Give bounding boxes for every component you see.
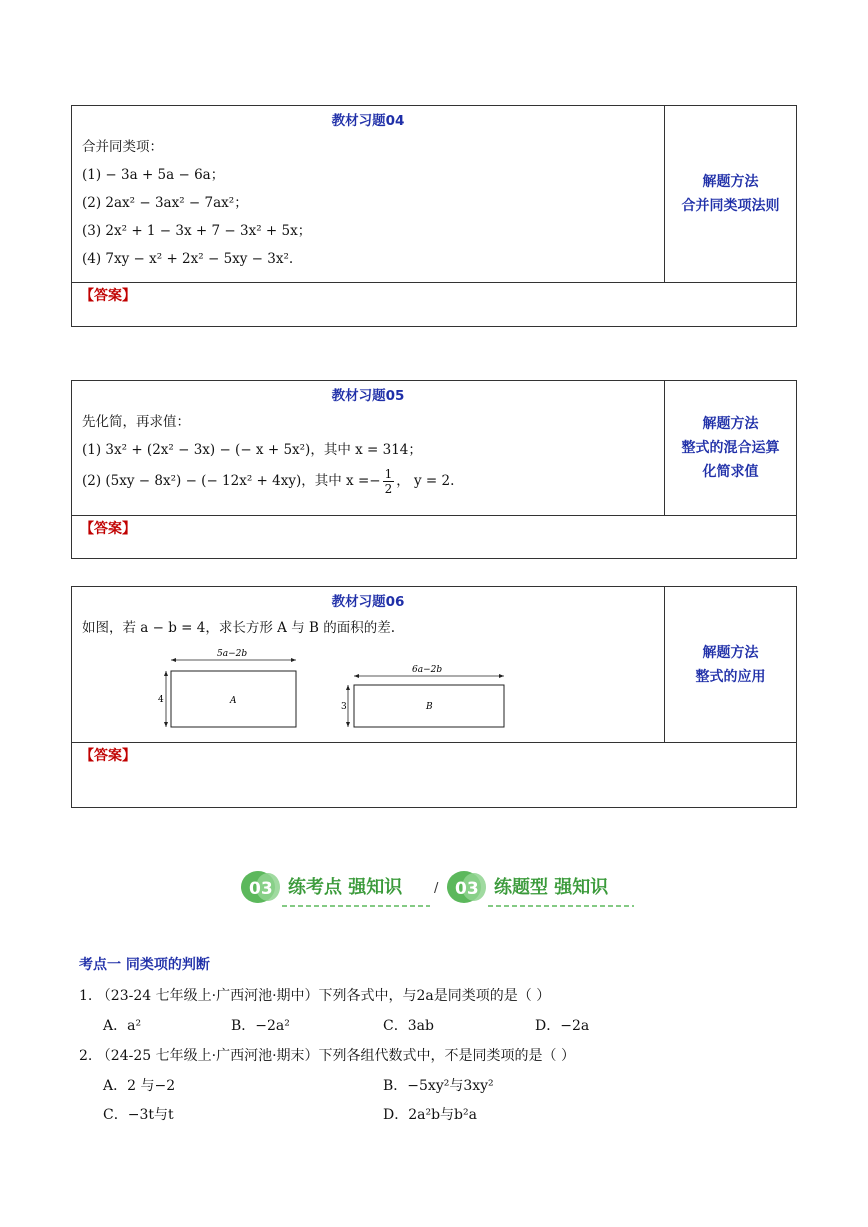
item-2-prefix: (2) (5xy − 8x²) − (− 12x² + 4xy)，其中 x =− bbox=[82, 473, 381, 489]
rect-a-top-label: 5a−2b bbox=[217, 649, 248, 659]
exercise-title: 教材习题04 bbox=[331, 113, 405, 129]
banner-separator: / bbox=[434, 881, 439, 896]
rect-b-label: B bbox=[426, 702, 433, 712]
q2-option-b: B．−5xy²与3xy² bbox=[383, 1078, 494, 1094]
exercise-box-04 bbox=[71, 105, 797, 327]
banner-right-text: 练题型 强知识 bbox=[494, 877, 609, 898]
rect-a-side-label: 4 bbox=[158, 695, 164, 705]
rect-a-label: A bbox=[230, 696, 237, 706]
exercise-title: 教材习题06 bbox=[331, 594, 405, 610]
method-panel bbox=[665, 381, 796, 515]
exercise-item-4: (4) 7xy − x² + 2x² − 5xy − 3x². bbox=[82, 251, 294, 267]
fraction-numerator: 1 bbox=[384, 467, 393, 481]
banner-right bbox=[447, 871, 634, 906]
answer-label: 【答案】 bbox=[80, 521, 136, 537]
exercise-item-3: (3) 2x² + 1 − 3x + 7 − 3x² + 5x； bbox=[82, 223, 312, 239]
exercise-item-1: (1) − 3a + 5a − 6a； bbox=[82, 167, 225, 183]
q2-option-a: A．2 与−2 bbox=[103, 1078, 176, 1094]
q1-option-c: C．3ab bbox=[383, 1018, 434, 1034]
rectangles-figure bbox=[82, 644, 522, 734]
section-banner bbox=[238, 864, 638, 914]
rectangle-a bbox=[158, 649, 296, 727]
method-label: 解题方法 bbox=[702, 416, 759, 432]
rect-b-side-label: 3 bbox=[341, 702, 347, 712]
answer-label: 【答案】 bbox=[80, 748, 136, 764]
method-text-line-1: 整式的混合运算 bbox=[681, 440, 780, 456]
exercise-item-1: (1) 3x² + (2x² − 3x) − (− x + 5x²)，其中 x = 314； bbox=[82, 442, 422, 458]
banner-right-number: 03 bbox=[455, 879, 479, 899]
exercise-intro: 如图，若 a − b = 4，求长方形 A 与 B 的面积的差. bbox=[82, 620, 395, 636]
question-1: 1. （23-24 七年级上·广西河池·期中）下列各式中，与2a是同类项的是（ ） bbox=[79, 988, 551, 1004]
q1-option-a: A．a² bbox=[103, 1018, 142, 1034]
exercise-intro: 合并同类项： bbox=[82, 139, 163, 155]
banner-left bbox=[241, 871, 430, 906]
answer-label: 【答案】 bbox=[80, 288, 136, 304]
item-2-suffix: ， y = 2. bbox=[396, 473, 455, 489]
q1-option-d: D．−2a bbox=[535, 1018, 590, 1034]
exercise-content bbox=[72, 381, 665, 515]
exercise-content bbox=[72, 106, 665, 282]
method-label: 解题方法 bbox=[702, 174, 759, 190]
rect-b-top-label: 6a−2b bbox=[412, 665, 443, 675]
exercise-intro: 先化简，再求值： bbox=[82, 414, 190, 430]
section-heading: 考点一 同类项的判断 bbox=[79, 957, 210, 973]
method-text-line-2: 化简求值 bbox=[702, 464, 759, 480]
exercise-item-2: (2) 2ax² − 3ax² − 7ax²； bbox=[82, 195, 248, 211]
banner-left-number: 03 bbox=[249, 879, 273, 899]
fraction-denominator: 2 bbox=[384, 482, 393, 496]
question-2: 2. （24-25 七年级上·广西河池·期末）下列各组代数式中，不是同类项的是（ ） bbox=[79, 1048, 575, 1064]
exercise-box-06 bbox=[71, 586, 797, 808]
method-panel bbox=[665, 106, 796, 282]
exercise-item-2 bbox=[82, 464, 654, 498]
method-text: 合并同类项法则 bbox=[681, 198, 780, 214]
method-text: 整式的应用 bbox=[695, 668, 766, 685]
banner-left-text: 练考点 强知识 bbox=[288, 877, 403, 898]
exercise-content bbox=[72, 587, 665, 742]
exercise-title: 教材习题05 bbox=[331, 388, 405, 404]
q1-option-b: B．−2a² bbox=[231, 1018, 290, 1034]
exercise-box-05 bbox=[71, 380, 797, 559]
q2-option-d: D．2a²b与b²a bbox=[383, 1107, 477, 1123]
method-panel bbox=[665, 587, 796, 742]
q2-option-c: C．−3t与t bbox=[103, 1107, 174, 1123]
method-label: 解题方法 bbox=[702, 644, 759, 661]
fraction bbox=[383, 467, 395, 496]
rectangle-b bbox=[341, 665, 504, 727]
